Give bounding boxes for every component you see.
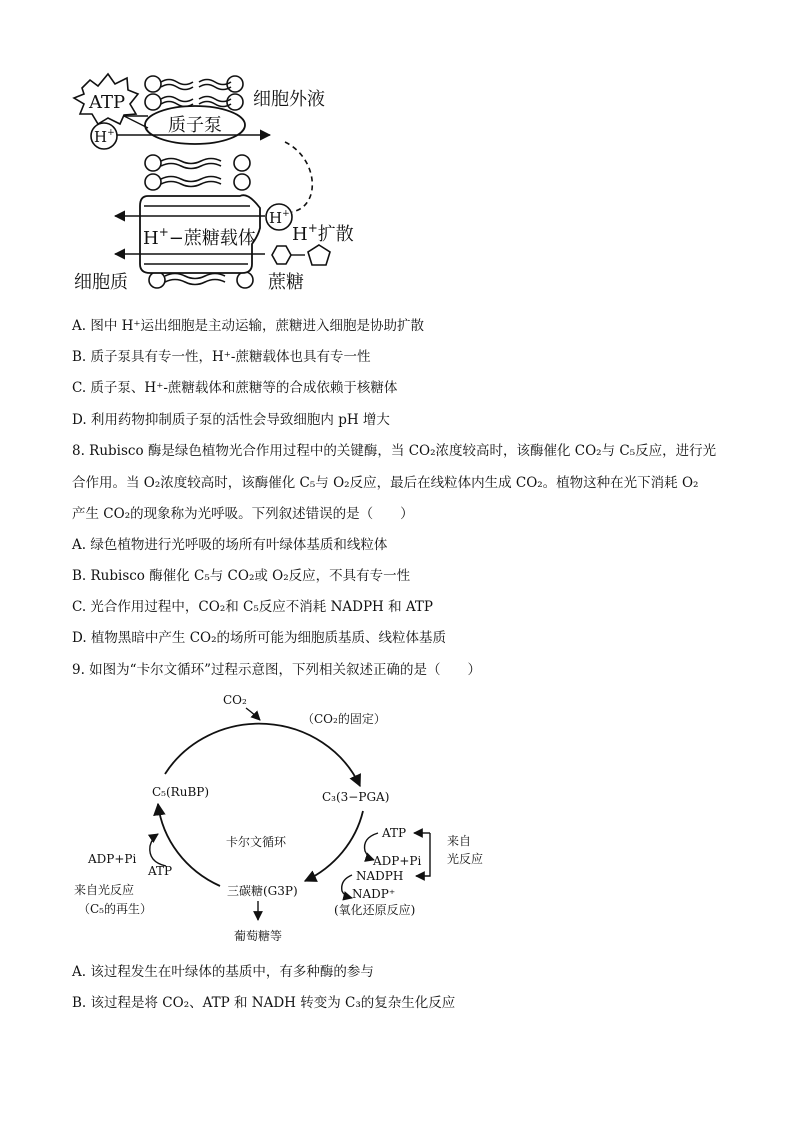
sucrose-pentagon [308, 245, 330, 265]
q7-option-b: B. 质子泵具有专一性，H⁺-蔗糖载体也具有专一性 [72, 349, 371, 365]
q8-option-d: D. 植物黑暗中产生 CO₂的场所可能为细胞质基质、线粒体基质 [72, 630, 447, 646]
h-diffusion-label: H+扩散 [292, 221, 354, 245]
phospholipid-bilayer-top [145, 76, 243, 110]
from-light-left-label: 来自光反应 [74, 883, 135, 897]
proton-pump-label: 质子泵 [168, 115, 222, 136]
atp-right-label: ATP [382, 826, 407, 840]
adp-right-label: ADP+Pi [373, 854, 422, 868]
q8-option-a: A. 绿色植物进行光呼吸的场所有叶绿体基质和线粒体 [72, 537, 388, 553]
co2-fixation-label: （CO₂的固定） [302, 712, 386, 726]
q8-option-c: C. 光合作用过程中，CO₂和 C₅反应不消耗 NADPH 和 ATP [72, 599, 433, 615]
h-ion-left-label: H+ [94, 128, 115, 146]
q8-stem-line2: 合作用。当 O₂浓度较高时，该酶催化 C₅与 O₂反应，最后在线粒体内生成 CO₂。植物这种在光下消耗 O₂ [72, 475, 699, 491]
calvin-cycle-center-label: 卡尔文循环 [226, 835, 287, 849]
q9-option-b: B. 该过程是将 CO₂、ATP 和 NADH 转变为 C₃的复杂生化反应 [72, 995, 456, 1011]
nadp-label: NADP⁺ [352, 887, 396, 901]
carrier-label: H+−蔗糖载体 [143, 225, 256, 249]
glucose-label: 葡萄糖等 [234, 929, 283, 943]
q9-stem: 9. 如图为“卡尔文循环”过程示意图，下列相关叙述正确的是（ ） [72, 662, 481, 678]
adp-left-label: ADP+Pi [88, 852, 137, 866]
atp-label: ATP [89, 92, 126, 113]
membrane-transport-diagram [60, 66, 380, 302]
g3p-label: 三碳糖(G3P) [227, 884, 298, 898]
c3-label: C₃(3−PGA) [322, 790, 390, 804]
nadph-label: NADPH [356, 869, 404, 883]
q9-option-a: A. 该过程发生在叶绿体的基质中，有多种酶的参与 [72, 964, 374, 980]
q8-stem-line1: 8. Rubisco 酶是绿色植物光合作用过程中的关键酶，当 CO₂浓度较高时，该酶催化 CO₂与 C₅反应，进行光 [72, 443, 717, 459]
q8-option-b: B. Rubisco 酶催化 C₅与 CO₂或 O₂反应，不具有专一性 [72, 568, 411, 584]
outside-label: 细胞外液 [253, 89, 325, 110]
from-light-right-1: 来自 [447, 834, 472, 848]
from-light-right-2: 光反应 [447, 852, 484, 866]
q7-option-d: D. 利用药物抑制质子泵的活性会导致细胞内 pH 增大 [72, 412, 390, 428]
redox-label: (氧化还原反应) [334, 903, 416, 917]
q8-stem-line3: 产生 CO₂的现象称为光呼吸。下列叙述错误的是（ ） [72, 506, 414, 522]
atp-left-label: ATP [148, 864, 173, 878]
sucrose-label: 蔗糖 [268, 272, 304, 293]
co2-label: CO₂ [223, 693, 247, 707]
q7-option-c: C. 质子泵、H⁺-蔗糖载体和蔗糖等的合成依赖于核糖体 [72, 380, 398, 396]
sucrose-hexagon [272, 246, 291, 264]
phospholipid-bilayer-middle [145, 155, 250, 190]
phospholipid-bilayer-bottom [149, 272, 253, 288]
h-ion-right-label: H+ [269, 209, 290, 227]
q7-option-a: A. 图中 H⁺运出细胞是主动运输，蔗糖进入细胞是协助扩散 [72, 318, 425, 334]
calvin-cycle-diagram [70, 686, 510, 948]
cytoplasm-label: 细胞质 [74, 272, 128, 293]
c5-label: C₅(RuBP) [152, 785, 210, 799]
c5-regeneration-label: （C₅的再生） [78, 902, 152, 916]
